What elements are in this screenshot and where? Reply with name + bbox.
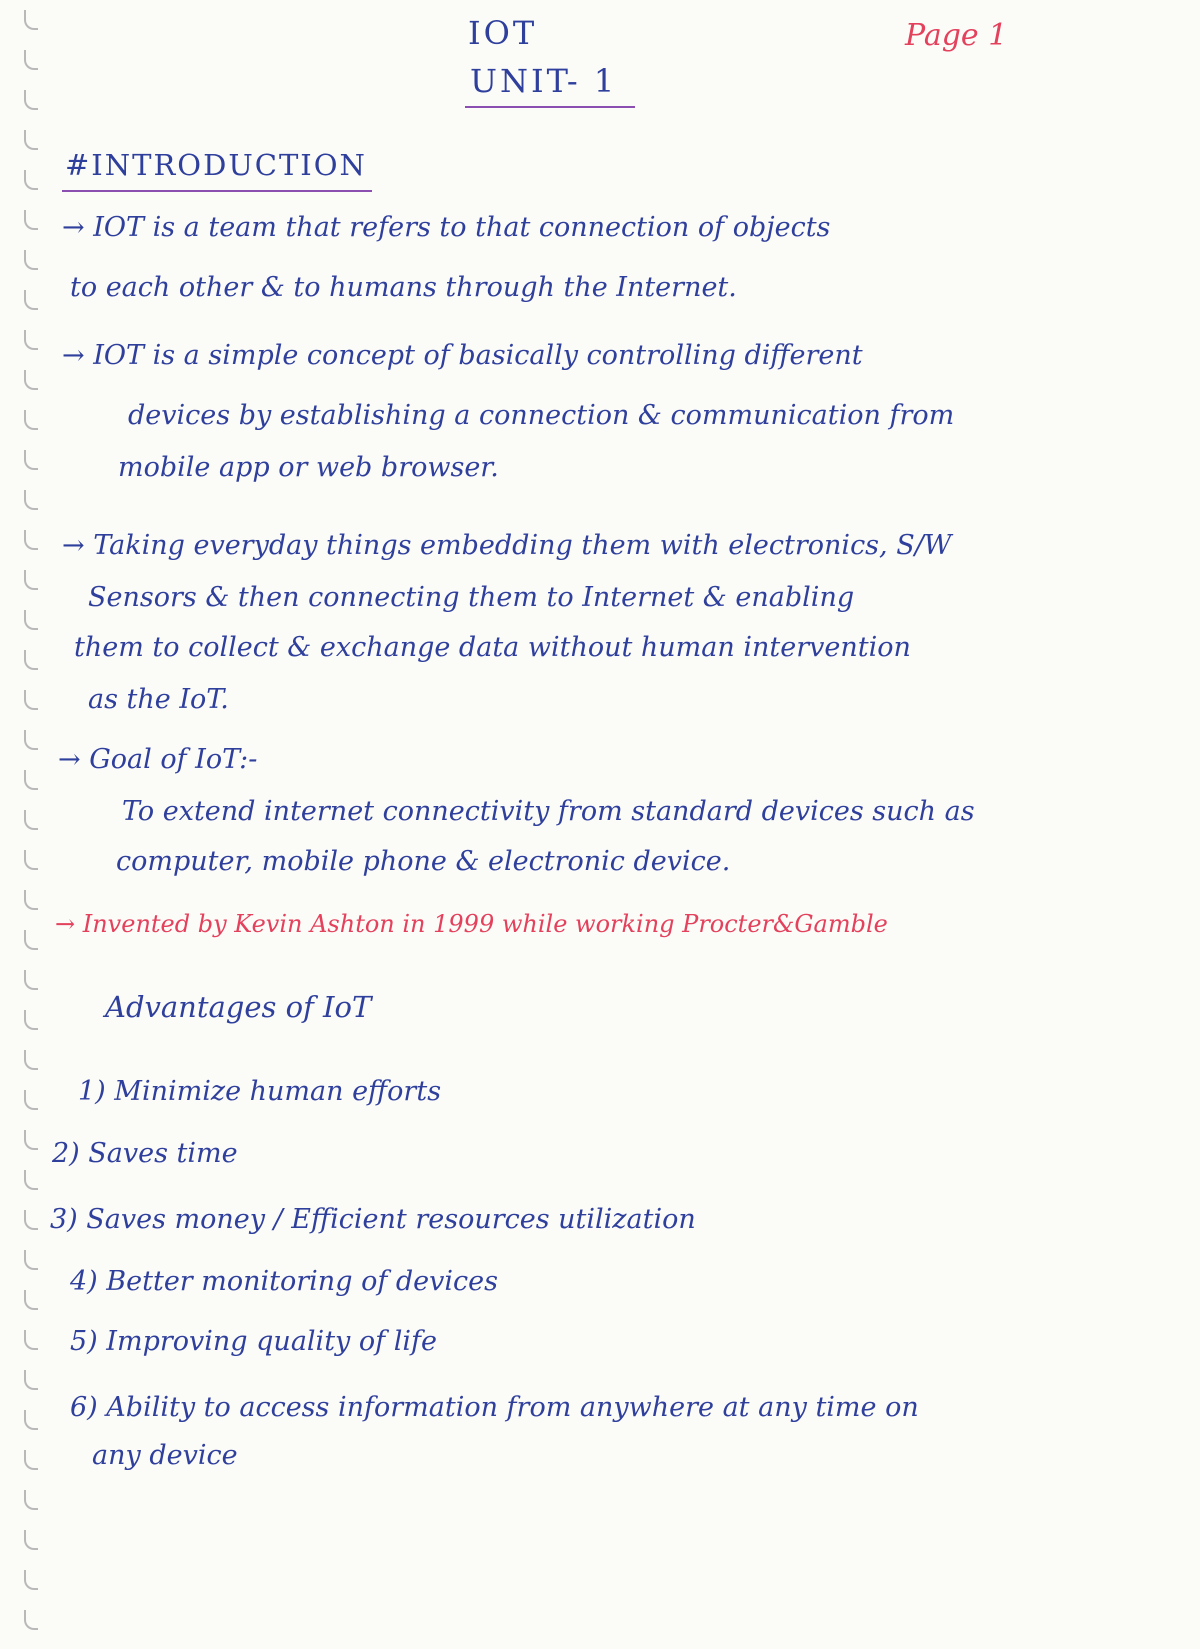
section-heading: #INTRODUCTION <box>65 148 367 182</box>
invented-note: → Invented by Kevin Ashton in 1999 while working Procter&Gamble <box>55 910 888 938</box>
paragraph-line: them to collect & exchange data without human intervention <box>74 632 911 663</box>
paragraph-line: To extend internet connectivity from standard devices such as <box>122 796 975 827</box>
advantage-item: 4) Better monitoring of devices <box>70 1266 499 1297</box>
paragraph-line: → IOT is a simple concept of basically controlling different <box>62 340 863 371</box>
heading-underline <box>62 190 372 192</box>
advantage-item: 2) Saves time <box>52 1138 238 1169</box>
spiral-binding <box>18 0 46 1649</box>
advantage-item: 5) Improving quality of life <box>70 1326 437 1357</box>
unit-label: UNIT- 1 <box>470 62 618 100</box>
advantage-item: any device <box>92 1440 238 1471</box>
paragraph-line: → IOT is a team that refers to that connection of objects <box>62 212 831 243</box>
paragraph-line: mobile app or web browser. <box>118 452 499 483</box>
advantage-item: 3) Saves money / Efficient resources utilization <box>50 1204 696 1235</box>
paragraph-line: devices by establishing a connection & communication from <box>128 400 955 431</box>
paragraph-line: as the IoT. <box>88 684 229 715</box>
advantage-item: 1) Minimize human efforts <box>78 1076 442 1107</box>
paragraph-line: Sensors & then connecting them to Internet & enabling <box>88 582 855 613</box>
advantages-heading: Advantages of IoT <box>105 990 372 1024</box>
paragraph-line: computer, mobile phone & electronic device. <box>116 846 731 877</box>
paragraph-line: to each other & to humans through the Internet. <box>70 272 737 303</box>
page-title: IOT <box>468 14 538 52</box>
unit-underline <box>465 106 635 108</box>
paragraph-line: → Taking everyday things embedding them with electronics, S/W <box>62 530 952 561</box>
advantage-item: 6) Ability to access information from anywhere at any time on <box>70 1392 919 1423</box>
page-number: Page 1 <box>905 18 1008 53</box>
goal-heading: → Goal of IoT:- <box>58 744 258 775</box>
